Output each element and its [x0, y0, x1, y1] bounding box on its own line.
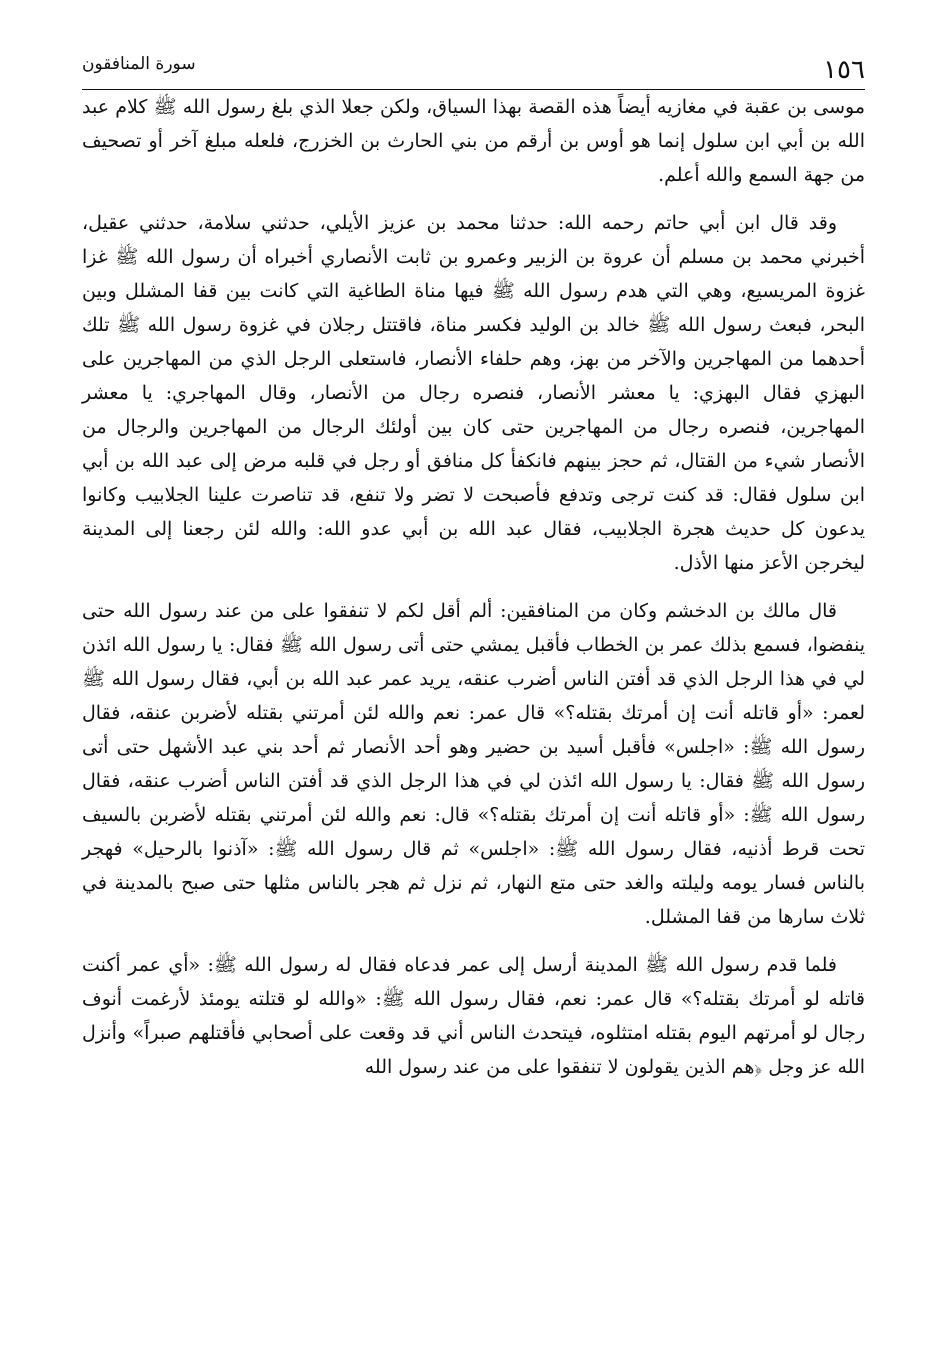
- paragraph-4: فلما قدم رسول الله ﷺ المدينة أرسل إلى عمر فدعاه فقال له رسول الله ﷺ: «أي عمر أكنت قاتله لو أمرتك بقتله؟» قال عمر: نعم، فقال رسول الله ﷺ: «والله لو قتلته يومئذ لأرغمت أنوف رجال لو أمرتهم اليوم بقتله امتثلوه، فيتحدث الناس أني قد وقعت على أصحابي فأقتلهم صبراً» وأنزل الله عز وجل ﴿هم الذين يقولون لا تنفقوا على من عند رسول الله: [82, 954, 865, 1078]
- body-text: [82, 90, 865, 1084]
- page-header: [82, 50, 865, 86]
- page-number: ١٥٦: [823, 55, 865, 85]
- paragraph-3: قال مالك بن الدخشم وكان من المنافقين: ألم أقل لكم لا تنفقوا على من عند رسول الله حتى ينفضوا، فسمع بذلك عمر بن الخطاب فأقبل يمشي حتى أتى رسول الله ﷺ فقال: يا رسول الله ائذن لي في هذا الرجل الذي قد أفتن الناس أضرب عنقه، يريد عمر عبد الله بن أبي، فقال رسول الله ﷺ لعمر: «أو قاتله أنت إن أمرتك بقتله؟» قال عمر: نعم والله لئن أمرتني بقتله لأضربن عنقه، فقال رسول الله ﷺ: «اجلس» فأقبل أسيد بن حضير وهو أحد الأنصار ثم أحد بني عبد الأشهل حتى أتى رسول الله ﷺ فقال: يا رسول الله ائذن لي في هذا الرجل الذي قد أفتن الناس أضرب عنقه، فقال رسول الله ﷺ: «أو قاتله أنت إن أمرتك بقتله؟» قال: نعم والله لئن أمرتني بقتله لأضربن بالسيف تحت قرط أذنيه، فقال رسول الله ﷺ: «اجلس» ثم قال رسول الله ﷺ: «آذنوا بالرحيل» فهجر بالناس فسار يومه وليلته والغد حتى متع النهار، ثم نزل ثم هجر بالناس مثلها حتى صبح بالمدينة في ثلاث سارها من قفا المشلل.: [82, 600, 865, 928]
- running-title: سورة المنافقون: [82, 54, 196, 74]
- paragraph-2: وقد قال ابن أبي حاتم رحمه الله: حدثنا محمد بن عزيز الأيلي، حدثني سلامة، حدثني عقيل، أخبرني محمد بن مسلم أن عروة بن الزبير وعمرو بن ثابت الأنصاري أخبراه أن رسول الله ﷺ غزا غزوة المريسيع، وهي التي هدم رسول الله ﷺ فيها مناة الطاغية التي كانت بين قفا المشلل وبين البحر، فبعث رسول الله ﷺ خالد بن الوليد فكسر مناة، فاقتتل رجلان في غزوة رسول الله ﷺ تلك أحدهما من المهاجرين والآخر من بهز، وهم حلفاء الأنصار، فاستعلى الرجل الذي من المهاجرين على البهزي فقال البهزي: يا معشر الأنصار، فنصره رجال من الأنصار، وقال المهاجري: يا معشر المهاجرين، فنصره رجال من المهاجرين حتى كان بين أولئك الرجال من المهاجرين والرجال من الأنصار شيء من القتال، ثم حجز بينهم فانكفأ كل منافق أو رجل في قلبه مرض إلى عبد الله بن أبي ابن سلول فقال: قد كنت ترجى وتدفع فأصبحت لا تضر ولا تنفع، قد تناصرت علينا الجلابيب وكانوا يدعون كل حديث هجرة الجلابيب، فقال عبد الله بن أبي عدو الله: والله لئن رجعنا إلى المدينة ليخرجن الأعز منها الأذل.: [82, 212, 865, 574]
- paragraph-1: موسى بن عقبة في مغازيه أيضاً هذه القصة بهذا السياق، ولكن جعلا الذي بلغ رسول الله ﷺ كلام عبد الله بن أبي ابن سلول إنما هو أوس بن أرقم من بني الحارث بن الخزرج، فلعله مبلغ آخر أو تصحيف من جهة السمع والله أعلم.: [82, 96, 865, 186]
